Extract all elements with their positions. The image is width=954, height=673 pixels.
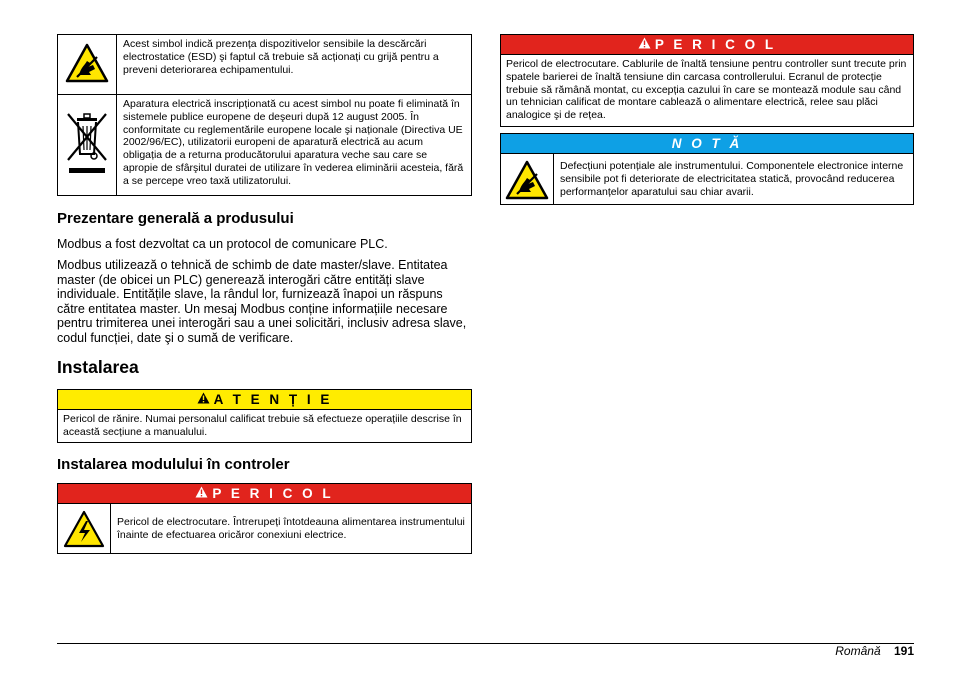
note-box bbox=[500, 133, 914, 205]
table-row bbox=[58, 35, 472, 95]
warning-triangle-icon bbox=[197, 390, 210, 409]
overview-heading: Prezentare generală a produsului bbox=[57, 210, 294, 227]
install-module-heading: Instalarea modulului în controler bbox=[57, 456, 290, 473]
page-footer bbox=[835, 644, 914, 658]
footer-rule bbox=[57, 643, 914, 644]
note-header bbox=[501, 134, 913, 154]
esd-symbol-cell bbox=[58, 35, 117, 95]
caution-label: A T E N Ț I E bbox=[213, 392, 333, 407]
page-number: 191 bbox=[893, 644, 914, 658]
danger-label: P E R I C O L bbox=[654, 37, 777, 52]
note-label: N O T Ă bbox=[671, 136, 743, 151]
electric-shock-icon bbox=[63, 510, 105, 548]
esd-warning-icon bbox=[505, 160, 549, 200]
overview-paragraph-2: Modbus utilizează o tehnică de schimb de date master/slave. Entitatea master (de obicei un PLC) generează interogări către entități slave individuale. Entitățile slave, la rândul lor, furnizează înapoi un răspuns către entitatea master. Un mesaj Modbus conține informațiile necesare pentru trimiterea unei interogări sau a unei solicitări, inclusiv adresa slave, codul funcției, date şi o sumă de verificare. bbox=[57, 258, 467, 345]
danger-body bbox=[58, 504, 471, 554]
weee-crossed-bin-icon bbox=[64, 108, 110, 178]
caution-text: Pericol de rănire. Numai personalul calificat trebuie să efectueze operațiile descrise în această secțiune a manualului. bbox=[63, 413, 462, 438]
note-body bbox=[501, 154, 913, 205]
esd-warning-icon bbox=[65, 43, 109, 83]
esd-symbol-text: Acest simbol indică prezența dispozitivelor sensibile la descărcări electrostatice (ESD) şi faptul că trebuie să acționați cu grijă pentru a preveni deteriorarea echipamentului. bbox=[117, 35, 472, 95]
left-column bbox=[57, 34, 472, 541]
overview-paragraph-1: Modbus a fost dezvoltat ca un protocol de comunicare PLC. bbox=[57, 237, 388, 251]
danger-box-install bbox=[57, 483, 472, 554]
danger-box-high-voltage bbox=[500, 34, 914, 127]
table-row bbox=[58, 95, 472, 196]
note-text: Defecțiuni potențiale ale instrumentului. Componentele electronice interne sensibile pot fi deteriorate de electricitatea statică, provocând reducerea performanțelor aparatului sau chiar avarii. bbox=[560, 160, 904, 198]
danger-text-high-voltage: Pericol de electrocutare. Cablurile de înaltă tensiune pentru controller sunt trecute prin spatele barierei de înaltă tensiune din carcasa controllerului. Ecranul de protecție trebuie să rămână montat, cu excepția cazului în care se montează module sau când un tehnician calificat de montare cablează o alimentare electrică, relee sau plăci analogice şi de rețea. bbox=[506, 58, 907, 122]
warning-triangle-icon bbox=[638, 35, 651, 54]
symbols-table bbox=[57, 34, 472, 196]
electric-shock-icon-cell bbox=[58, 504, 111, 554]
caution-header bbox=[58, 390, 471, 410]
install-heading: Instalarea bbox=[57, 357, 139, 377]
warning-triangle-icon bbox=[195, 484, 208, 503]
weee-symbol-text: Aparatura electrică inscripționată cu acest simbol nu poate fi eliminată în sistemele publice europene de deşeuri după 12 august 2005. În conformitate cu reglementările europene locale şi naționale (Directiva UE 2002/96/EC), utilizatorii europeni de aparatură electrică au acum obligația de a returna producătorului aparatura veche sau care se apropie de sfârşitul duratei de utilizare în vederea eliminării acesteia, fără a se percepe vreo taxă utilizatorului. bbox=[117, 95, 472, 196]
danger-label: P E R I C O L bbox=[212, 486, 334, 501]
danger-text-install: Pericol de electrocutare. Întrerupeți întotdeauna alimentarea instrumentului înainte de efectuarea oricăror conexiuni electrice. bbox=[117, 516, 465, 541]
weee-symbol-cell bbox=[58, 95, 117, 196]
esd-icon-cell bbox=[501, 154, 554, 205]
footer-language: Română bbox=[835, 644, 881, 658]
danger-header bbox=[501, 35, 913, 55]
danger-header bbox=[58, 484, 471, 504]
caution-box bbox=[57, 389, 472, 443]
